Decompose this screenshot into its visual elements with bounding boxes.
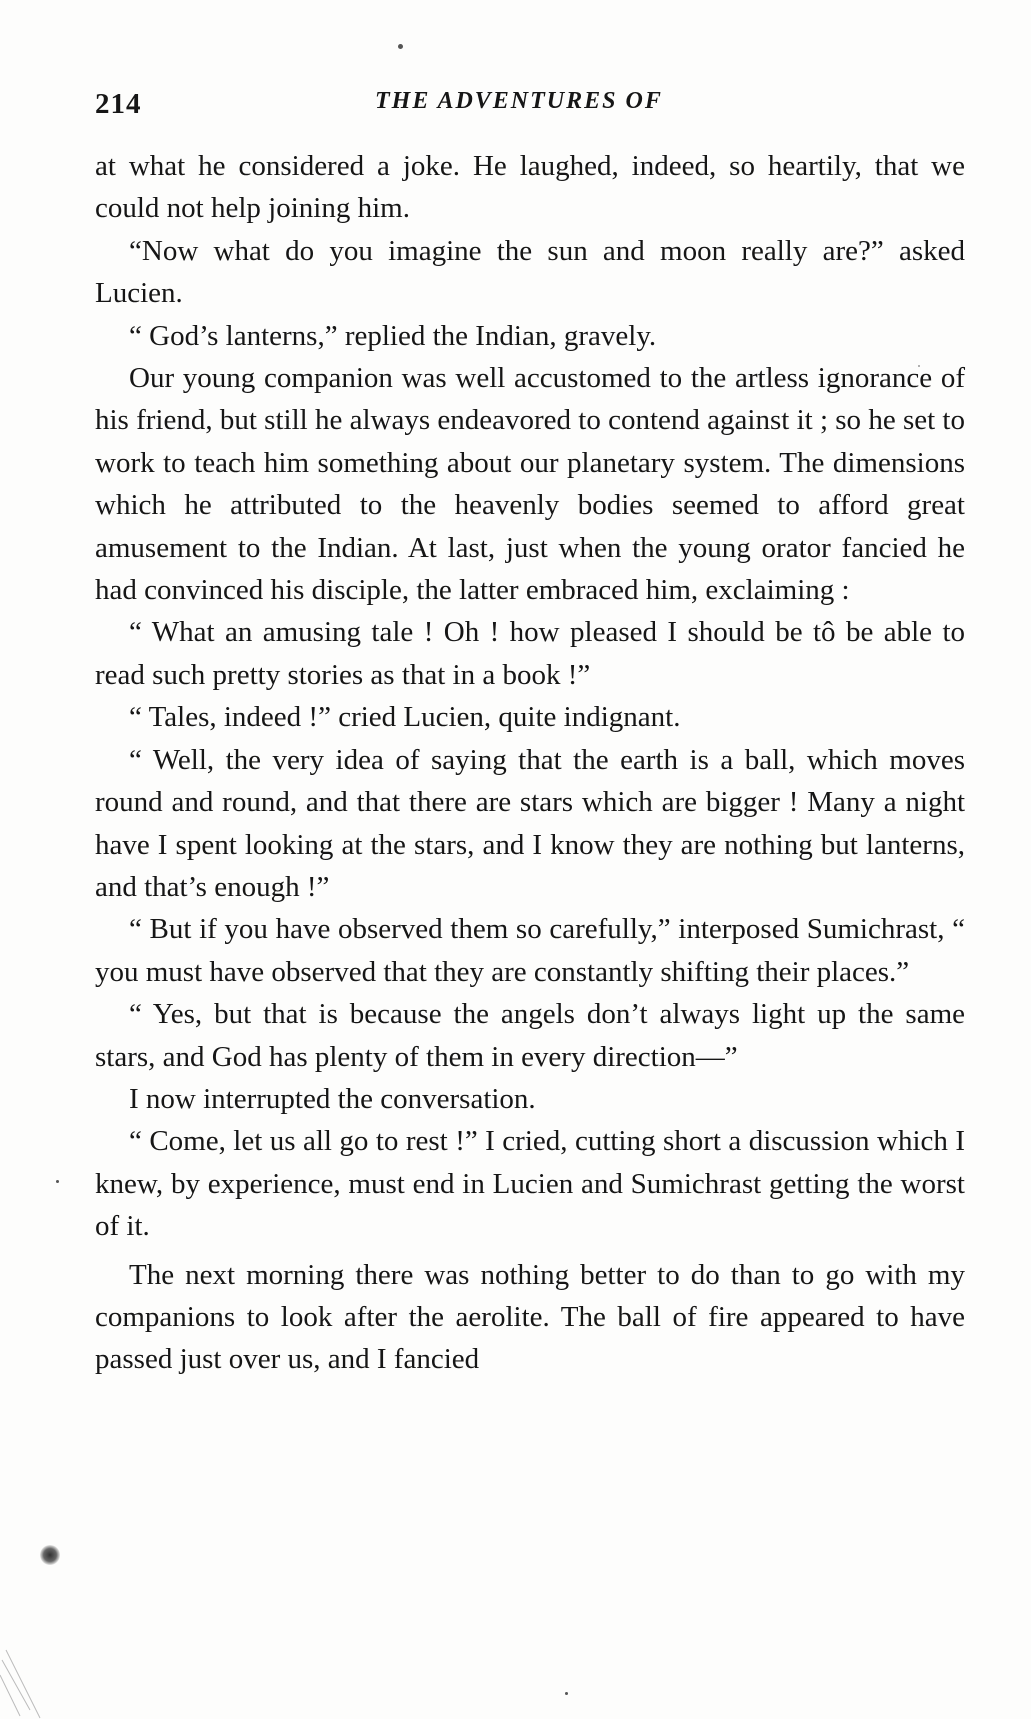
page-corner-scratch [0,1640,60,1719]
ink-blot [40,1545,60,1565]
paragraph: “ But if you have observed them so carefully,” interposed Sumichrast, “ you must have observed that they are constantly shifting their places.” [95,913,965,988]
paragraph: “ Yes, but that is because the angels don’t always light up the same stars, and God has plenty of them in every direction—” [95,998,965,1073]
running-title: THE ADVENTURES OF [375,88,663,114]
paragraph: at what he considered a joke. He laughed, indeed, so heartily, that we could not help joining him. [95,150,965,225]
paragraph: The next morning there was nothing better to do than to go with my companions to look after the aerolite. The ball of fire appeared to have passed just over us, and I fancied [95,1258,965,1376]
paragraph: I now interrupted the conversation. [129,1082,536,1115]
paragraph: “ What an amusing tale ! Oh ! how pleased I should be tô be able to read such pretty stories as that in a book !” [95,616,965,691]
paragraph: “ Come, let us all go to rest !” I cried, cutting short a discussion which I knew, by experience, must end in Lucien and Sumichrast getting the worst of it. [95,1125,965,1243]
paragraph: “ Tales, indeed !” cried Lucien, quite indignant. [129,701,681,734]
body-text [95,145,965,1381]
ink-speck [56,1180,59,1183]
paragraph: Our young companion was well accustomed to the artless ignorance of his friend, but still he always endeavored to contend against it ; so he set to work to teach him something about our planetary system. The dimensions which he attributed to the heavenly bodies seemed to afford great amusement to the Indian. At last, just when the young orator fancied he had convinced his disciple, the latter embraced him, exclaiming : [95,362,965,607]
paragraph: “ Well, the very idea of saying that the earth is a ball, which moves round and round, and that there are stars which are bigger ! Many a night have I spent looking at the stars, and I know they are nothing but lanterns, and that’s enough !” [95,743,965,903]
page-header [95,82,965,126]
ink-speck [565,1692,568,1695]
paragraph: “ God’s lanterns,” replied the Indian, gravely. [129,319,657,352]
paragraph: “Now what do you imagine the sun and moon really are?” asked Lucien. [95,234,965,310]
page-number: 214 [95,88,142,120]
ink-speck [398,44,403,49]
